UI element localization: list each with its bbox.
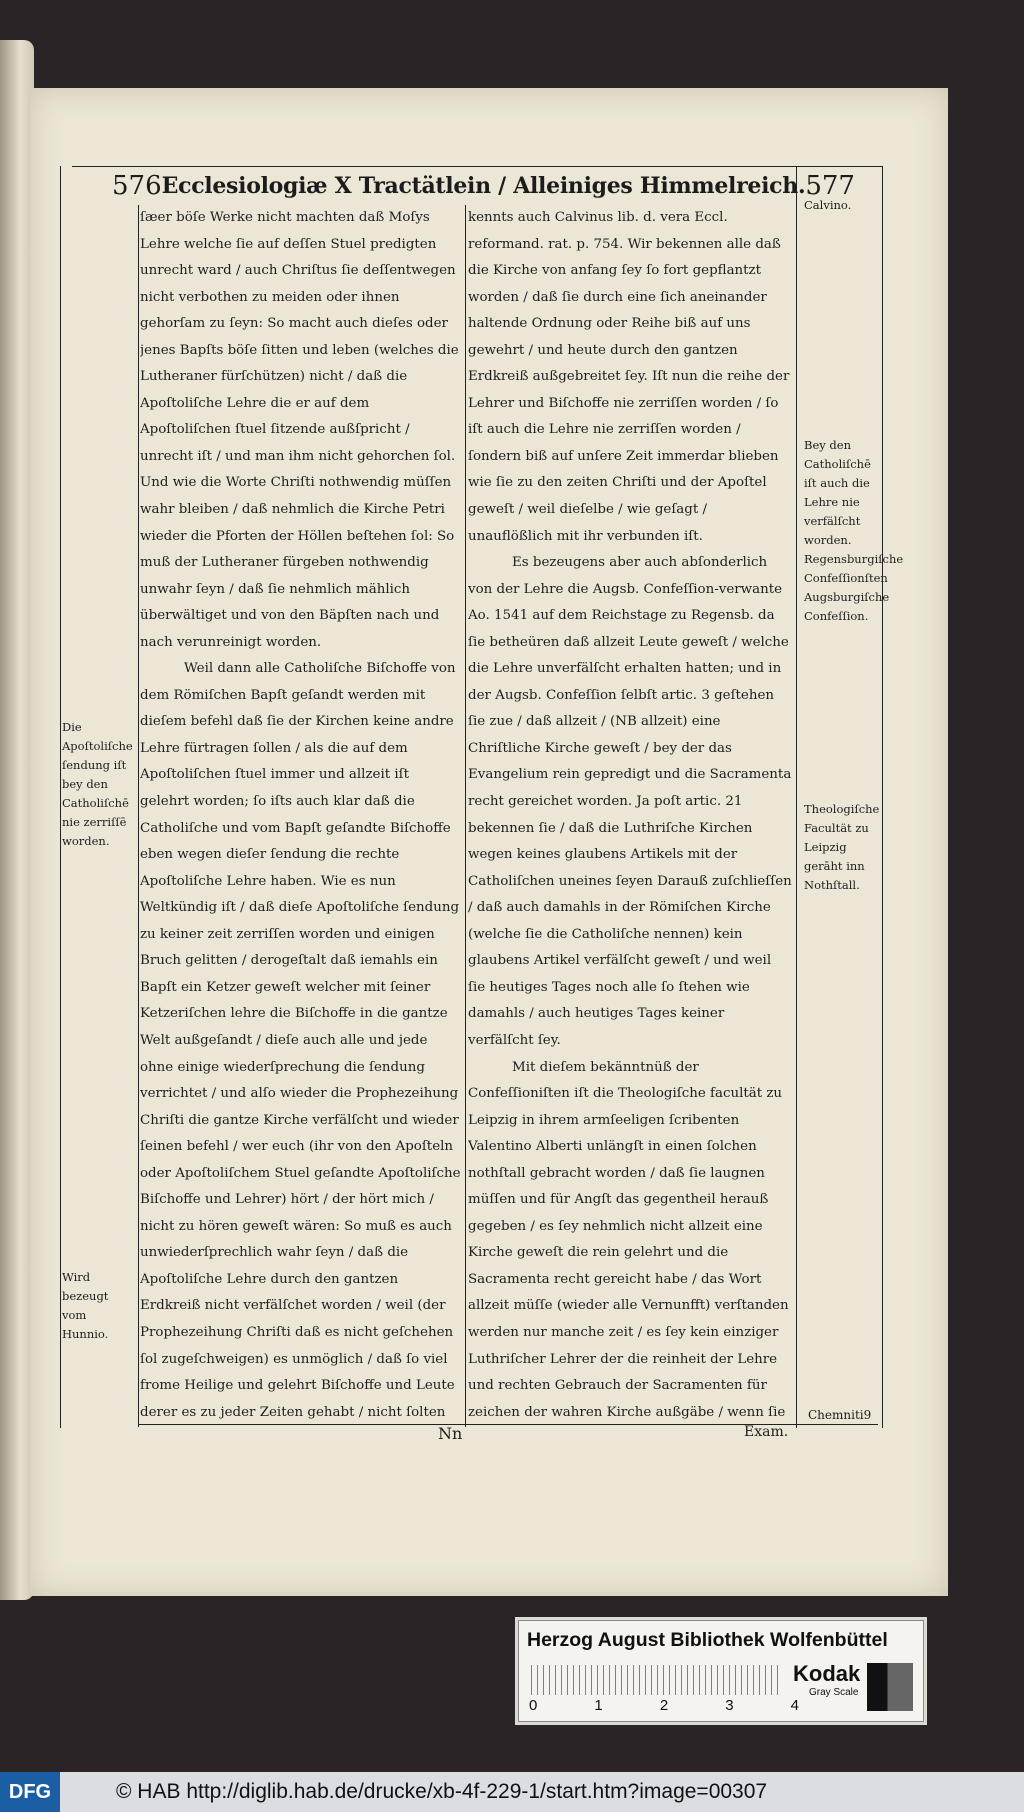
page-number-right: 577 <box>805 171 855 201</box>
dfg-logo[interactable]: DFG <box>0 1772 60 1812</box>
margin-note-right: Calvino. <box>804 198 852 212</box>
kodak-logo: Kodak <box>793 1661 861 1686</box>
catchword-margin: Chemniti9 <box>808 1408 872 1422</box>
outer-left-border <box>60 166 61 1428</box>
ruler-number: 2 <box>659 1697 669 1714</box>
gray-scale-label: Gray Scale <box>809 1687 859 1698</box>
right-column-rule <box>796 166 797 1428</box>
ruler-numbers <box>529 1697 799 1714</box>
paragraph: Weil dann alle Catholiſche Biſchoffe von dem Römiſchen Bapſt geſandt werden mit dieſem befehl daß ſie der Kirchen keine andre Lehre fürtragen ſollen / als die auf dem Apoſtoliſchen ſtuel immer und allzeit iſt gelehrt worden; ſo iſts auch klar daß die Catholiſche und vom Bapſt geſandte Biſchoffe eben wegen dieſer ſendung die rechte Apoſtoliſche Lehre haben. Wie es nun Weltkündig iſt / daß dieſe Apoſtoliſche ſendung zu keiner zeit zerriſſen worden und einigen Bruch gelitten / derogeſtalt daß iemahls ein Bapſt ein Ketzer geweſt welcher mit ſeiner Ketzeriſchen lehre die Biſchoffe in die gantze Welt außgeſandt / dieſe auch alle und jede ohne einige wiederſprechung die ſendung verrichtet / und alſo wieder die Prophezeihung Chriſti die gantze Kirche verfälſcht und wieder ſeinen befehl / wer euch (ihr von den Apoſteln oder Apoſtoliſchem Stuel geſandte Apoſtoliſche Biſchoffe und Lehrer) hört / der hört mich / nicht zu hören geweſt wären: So muß es auch unwiederſprechlich wahr ſeyn / daß die Apoſtoliſche Lehre durch den gantzen Erdkreiß nicht verfälſchet worden / weil (der Prophezeihung Chriſti daß es nicht geſchehen ſol zugeſchweigen) es unmöglich / daß ſo viel frome Heilige und gelehrt Biſchoffe und Leute derer es zu jeder Zeiten gehabt / nicht ſolten <box>140 661 461 1420</box>
paragraph: kennts auch Calvinus lib. d. vera Eccl. reformand. rat. p. 754. Wir bekennen alle daß die Kirche von anfang ſey ſo fort gepflantzt worden / daß ſie durch eine ſich aneinander haltende Ordnung oder Reihe biß auf uns gewehrt / und heute durch den gantzen Erdkreiß außgebreitet ſey. Iſt nun die reihe der Lehrer und Biſchoffe nie zerriſſen worden / ſo iſt auch die Lehre nie zerriſſen worden / ſondern biß auf unſere Zeit immerdar blieben wie ſie zu den zeiten Chriſti und der Apoſtel geweſt / weil dieſelbe / wie geſagt / unauflößlich mit ihr verbunden iſt. <box>468 210 790 544</box>
signature-mark: Nn <box>438 1424 463 1443</box>
margin-note-left: Die Apoſtoliſche ſendung iſt bey den Catholiſchē nie zerriſſē worden. <box>62 720 133 848</box>
margin-note-left: Wird bezeugt vom Hunnio. <box>62 1270 109 1341</box>
gray-swatch <box>867 1663 913 1711</box>
copyright-url[interactable]: © HAB http://diglib.hab.de/drucke/xb-4f-229-1/start.htm?image=00307 <box>116 1780 768 1803</box>
page-number-left: 576 <box>112 171 162 201</box>
ruler-number: 0 <box>529 1697 538 1714</box>
paragraph: ſæer böſe Werke nicht machten daß Moſys Lehre welche ſie auf deſſen Stuel predigten unrecht ward / auch Chriſtus ſie deſſentwegen nicht verbothen zu meiden oder ihnen gehorſam zu ſeyn: So macht auch dieſes oder jenes Bapſts böſe ſitten und leben (welches die Lutheraner fürſchützen) nicht / daß die Apoſtoliſche Lehre die er auf dem Apoſtoliſchen ſtuel ſitzende außſpricht / unrecht iſt / und man ihm nicht gehorchen ſol. Und wie die Worte Chriſti nothwendig müſſen wahr bleiben / daß nehmlich die Kirche Petri wieder die Pforten der Höllen beſtehen ſol: So muß der Lutheraner fürgeben nothwendig unwahr ſeyn / daß ſie nehmlich mählich überwältiget und von den Bäpſten nach und nach verunreinigt worden. <box>140 210 459 650</box>
margin-note-right: Theologiſche Facultät zu Leipzig gerāht inn Nothſtall. <box>804 802 880 892</box>
outer-right-border <box>882 166 883 1428</box>
library-label <box>518 1620 924 1722</box>
left-page-edge <box>0 40 34 1600</box>
catchword: Exam. <box>744 1424 789 1440</box>
library-name: Herzog August Bibliothek Wolfenbüttel <box>527 1629 888 1651</box>
paragraph: Es bezeugens aber auch abſonderlich von der Lehre die Augsb. Confeſſion-verwante Ao. 1541 auf dem Reichstage zu Regensb. da ſie betheüren daß allzeit Leute geweſt / welche die Lehre unverfälſcht erhalten hatten; und in der Augsb. Confeſſion ſelbſt artic. 3 geſtehen ſie zue / daß allzeit / (NB allzeit) eine Chriſtliche Kirche geweſt / bey der das Evangelium rein gepredigt und die Sacramenta recht gereichet worden. Ja poſt artic. 21 bekennen ſie / daß die Luthriſche Kirchen wegen keines glaubens Artikels mit der Catholiſchen uneines ſeyen Darauß zuſchlieſſen / daß auch damahls in der Römiſchen Kirche (welche ſie die Catholiſche nennen) kein glaubens Artikel verfälſcht geweſt / und weil ſie heutiges Tages noch alle ſo ſtehen wie damahls / auch heutiges Tages keiner verfälſcht ſey. <box>468 555 792 1048</box>
scale-ruler <box>531 1665 783 1695</box>
paragraph: Mit dieſem bekänntnüß der Confeſſioniſten iſt die Theologiſche facultät zu Leipzig in ihrem armſeeligen ſcribenten Valentino Alberti unlängſt in einen ſolchen nothſtall gebracht worden / daß ſie laugnen müſſen und für Angſt das gegentheil herauß gegeben / es ſey nehmlich nicht allzeit eine Kirche geweſt die rein gelehrt und die Sacramenta recht gereicht habe / das Wort allzeit müſſe (wieder alle Vernunfft) verſtanden werden nur manche zeit / es ſey kein einziger Luthriſcher Lehrer der die reinheit der Lehre und rechten Gebrauch der Sacramenten für zeichen der wahren Kirche außgäbe / wenn ſie <box>468 1059 789 1420</box>
margin-note-right: Bey den Catholiſchē iſt auch die Lehre nie verfälſcht worden. Regensburgiſche Confeſſionſten Augsburgiſche Confeſſion. <box>804 438 904 623</box>
ruler-number: 4 <box>790 1697 799 1714</box>
ruler-number: 3 <box>725 1697 734 1714</box>
viewer-footer-bar <box>0 1772 1024 1812</box>
left-column-rule <box>138 205 139 1427</box>
ruler-number: 1 <box>594 1697 603 1714</box>
running-title: Ecclesiologiæ X Tractätlein / Alleiniges Himmelreich. <box>161 173 806 199</box>
center-column-rule <box>465 205 466 1427</box>
text-column-right <box>468 205 792 1427</box>
text-column-left <box>140 205 462 1427</box>
